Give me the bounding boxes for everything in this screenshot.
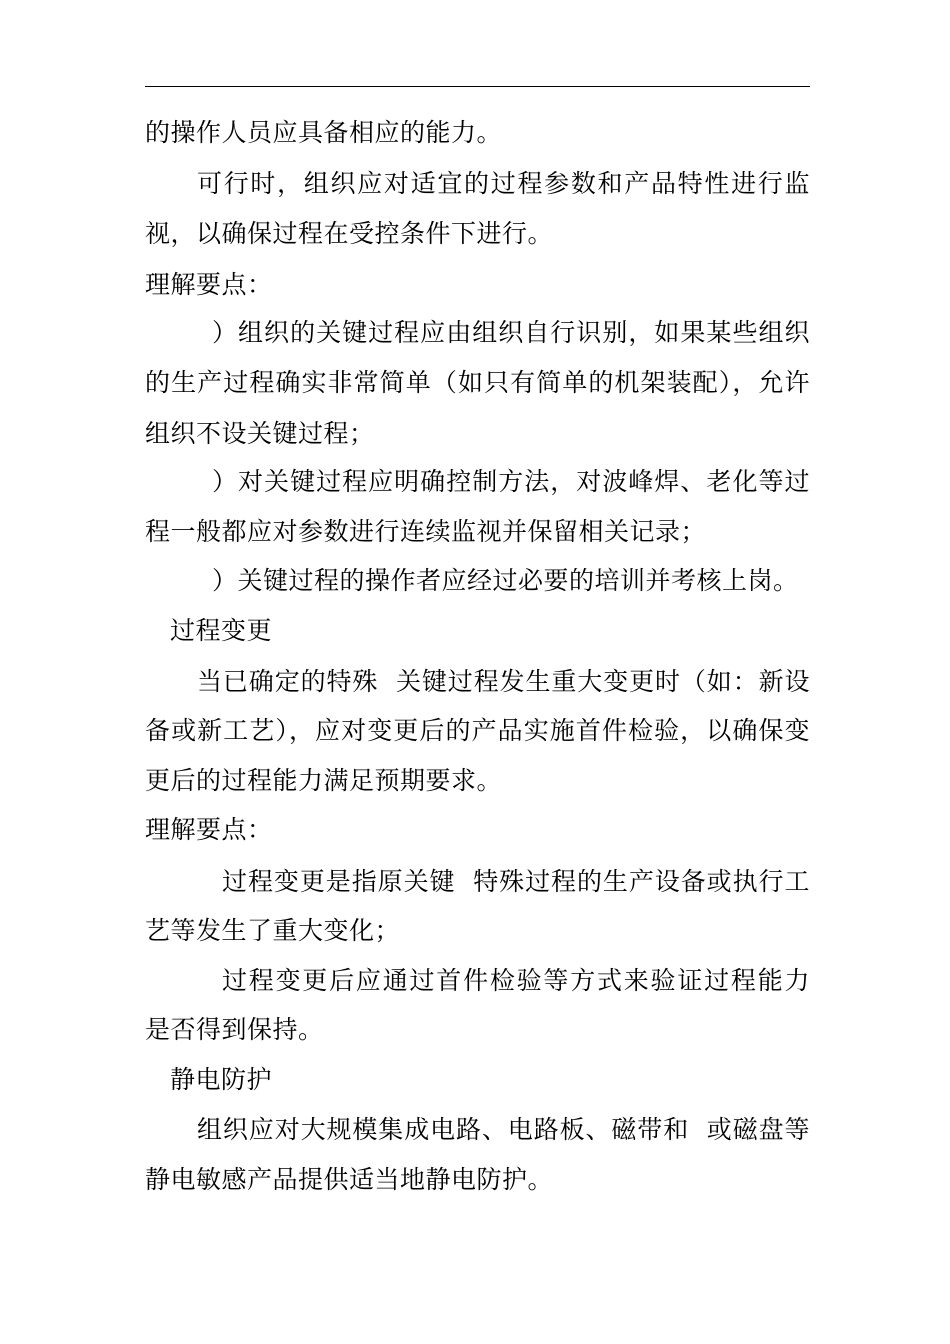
text-line: 的操作人员应具备相应的能力。 (145, 118, 503, 147)
section-heading: 静电防护 (170, 1065, 273, 1094)
text-line: 是否得到保持。 (145, 1015, 324, 1044)
text-line: 过程变更是指原关键 特殊过程的生产设备或执行工 (222, 867, 810, 896)
text-line: 可行时，组织应对适宜的过程参数和产品特性进行监 (197, 169, 810, 198)
text-line: ）对关键过程应明确控制方法，对波峰焊、老化等过 (212, 467, 810, 496)
text-line: 静电敏感产品提供适当地静电防护。 (145, 1165, 554, 1194)
text-line: ）组织的关键过程应由组织自行识别，如果某些组织 (212, 318, 810, 347)
text-line: 更后的过程能力满足预期要求。 (145, 766, 503, 795)
header-rule (145, 86, 810, 87)
section-label: 理解要点： (145, 270, 273, 299)
text-line: 程一般都应对参数进行连续监视并保留相关记录； (145, 517, 707, 546)
section-label: 理解要点： (145, 815, 273, 844)
text-line: 过程变更后应通过首件检验等方式来验证过程能力 (222, 966, 810, 995)
text-line: 组织应对大规模集成电路、电路板、磁带和 或磁盘等 (197, 1115, 810, 1144)
text-line: 当已确定的特殊 关键过程发生重大变更时（如：新设 (197, 667, 810, 696)
section-heading: 过程变更 (170, 616, 273, 645)
text-line: 艺等发生了重大变化； (145, 916, 401, 945)
text-line: 备或新工艺），应对变更后的产品实施首件检验，以确保变 (145, 716, 810, 745)
text-line: 视，以确保过程在受控条件下进行。 (145, 219, 554, 248)
text-line: 的生产过程确实非常简单（如只有简单的机架装配），允许 (145, 368, 810, 397)
text-line: 组织不设关键过程； (145, 419, 375, 448)
text-line: ）关键过程的操作者应经过必要的培训并考核上岗。 (212, 566, 799, 595)
